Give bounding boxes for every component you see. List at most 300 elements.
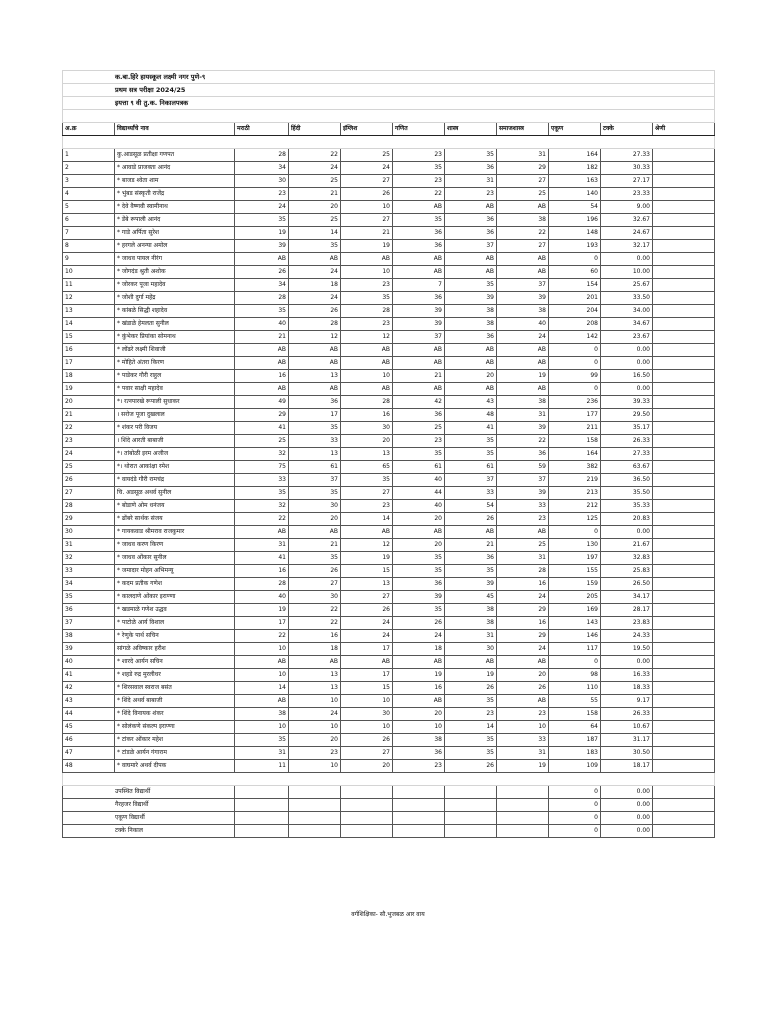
cell-hindi: AB	[289, 253, 341, 266]
cell-grade	[653, 708, 715, 721]
cell-english: 28	[341, 305, 393, 318]
cell-english: 24	[341, 162, 393, 175]
cell-total: 204	[549, 305, 601, 318]
cell-percent: 0.00	[601, 253, 653, 266]
cell-serial: 8	[63, 240, 115, 253]
cell-total: 60	[549, 266, 601, 279]
cell-english: 16	[341, 409, 393, 422]
cell-hindi: AB	[289, 526, 341, 539]
table-row	[63, 565, 715, 578]
cell-english: 65	[341, 461, 393, 474]
cell-science: 35	[445, 279, 497, 292]
summary-total: 0	[549, 825, 601, 838]
cell-total: 197	[549, 552, 601, 565]
cell-student-name: * जाधव पायल नीरंग	[115, 253, 235, 266]
cell-maths: 36	[393, 747, 445, 760]
cell-serial: 4	[63, 188, 115, 201]
cell-marathi: 14	[235, 682, 289, 695]
cell-hindi: 17	[289, 409, 341, 422]
cell-hindi: 30	[289, 500, 341, 513]
cell-maths: 61	[393, 461, 445, 474]
cell-maths: 20	[393, 708, 445, 721]
cell-science: 33	[445, 487, 497, 500]
cell-total: 110	[549, 682, 601, 695]
cell-maths: 36	[393, 227, 445, 240]
cell-hindi: 18	[289, 643, 341, 656]
cell-english: 30	[341, 422, 393, 435]
cell-serial: 44	[63, 708, 115, 721]
cell-hindi: 30	[289, 591, 341, 604]
table-row	[63, 292, 715, 305]
cell-social-science: 39	[497, 422, 549, 435]
cell-science: 41	[445, 422, 497, 435]
table-row	[63, 461, 715, 474]
cell-marathi: 32	[235, 500, 289, 513]
cell-serial: 1	[63, 149, 115, 162]
cell-hindi: 35	[289, 552, 341, 565]
cell-total: 99	[549, 370, 601, 383]
cell-student-name: * शिंदे अथर्व बाबाजी	[115, 695, 235, 708]
cell-total: 193	[549, 240, 601, 253]
cell-social-science: AB	[497, 253, 549, 266]
cell-hindi: 10	[289, 760, 341, 773]
cell-science: AB	[445, 526, 497, 539]
table-row	[63, 487, 715, 500]
cell-hindi: 61	[289, 461, 341, 474]
cell-social-science: 37	[497, 279, 549, 292]
cell-english: 19	[341, 552, 393, 565]
cell-marathi: 38	[235, 708, 289, 721]
cell-maths: 35	[393, 214, 445, 227]
cell-english: 24	[341, 617, 393, 630]
cell-marathi: AB	[235, 383, 289, 396]
summary-percent: 0.00	[601, 812, 653, 825]
cell-hindi: 21	[289, 539, 341, 552]
cell-english: AB	[341, 357, 393, 370]
cell-marathi: 31	[235, 539, 289, 552]
cell-marathi: 16	[235, 370, 289, 383]
cell-english: 24	[341, 630, 393, 643]
cell-percent: 26.50	[601, 578, 653, 591]
summary-row	[63, 825, 715, 838]
cell-marathi: 17	[235, 617, 289, 630]
cell-serial: 34	[63, 578, 115, 591]
cell-english: 10	[341, 721, 393, 734]
table-row	[63, 149, 715, 162]
cell-student-name: * डेंबे रूपाली आनंद	[115, 214, 235, 227]
cell-science: 23	[445, 188, 497, 201]
table-row	[63, 331, 715, 344]
cell-marathi: 16	[235, 565, 289, 578]
class-title: इयत्ता ९ वी तु.क. निकालपत्रक	[63, 97, 715, 110]
cell-social-science: AB	[497, 357, 549, 370]
cell-maths: 20	[393, 513, 445, 526]
table-row	[63, 409, 715, 422]
school-name: क.बा.हिरे हायस्कूल लक्ष्मी नगर पुणे-९	[63, 71, 715, 84]
cell-percent: 20.83	[601, 513, 653, 526]
summary-total: 0	[549, 812, 601, 825]
cell-english: 30	[341, 708, 393, 721]
column-header-row	[63, 123, 715, 136]
cell-serial: 3	[63, 175, 115, 188]
table-row	[63, 305, 715, 318]
cell-student-name: * पाटोळे आर्य विशाल	[115, 617, 235, 630]
summary-total: 0	[549, 799, 601, 812]
cell-student-name: * शंकर परी विजय	[115, 422, 235, 435]
cell-grade	[653, 305, 715, 318]
cell-grade	[653, 344, 715, 357]
cell-english: 15	[341, 682, 393, 695]
footer-class-teacher: वर्गशिक्षिका- सौ.भुजबळ आर वाय	[351, 911, 425, 918]
col-header-grade: श्रेणी	[653, 123, 715, 136]
cell-grade	[653, 539, 715, 552]
cell-serial: 42	[63, 682, 115, 695]
cell-science: 48	[445, 409, 497, 422]
cell-student-name: * हरगले अनन्या अमोल	[115, 240, 235, 253]
cell-serial: 5	[63, 201, 115, 214]
cell-percent: 35.17	[601, 422, 653, 435]
cell-science: 35	[445, 435, 497, 448]
cell-percent: 34.00	[601, 305, 653, 318]
header-line-1	[63, 71, 715, 84]
cell-english: 28	[341, 396, 393, 409]
cell-percent: 19.50	[601, 643, 653, 656]
cell-social-science: 27	[497, 240, 549, 253]
cell-student-name: * जोरकर पूजा महादेव	[115, 279, 235, 292]
cell-english: 35	[341, 292, 393, 305]
cell-english: 13	[341, 448, 393, 461]
cell-hindi: 35	[289, 422, 341, 435]
cell-grade	[653, 253, 715, 266]
cell-science: AB	[445, 201, 497, 214]
table-row	[63, 604, 715, 617]
cell-hindi: 28	[289, 318, 341, 331]
cell-percent: 27.17	[601, 175, 653, 188]
cell-total: 146	[549, 630, 601, 643]
cell-social-science: 40	[497, 318, 549, 331]
cell-percent: 0.00	[601, 383, 653, 396]
cell-science: 39	[445, 292, 497, 305]
summary-row	[63, 786, 715, 799]
cell-grade	[653, 279, 715, 292]
cell-social-science: 39	[497, 487, 549, 500]
cell-social-science: 29	[497, 162, 549, 175]
cell-serial: 9	[63, 253, 115, 266]
summary-row	[63, 812, 715, 825]
cell-student-name: * पाडेकर गौरी राहुल	[115, 370, 235, 383]
cell-marathi: 22	[235, 630, 289, 643]
cell-total: 142	[549, 331, 601, 344]
cell-serial: 19	[63, 383, 115, 396]
cell-percent: 0.00	[601, 357, 653, 370]
table-row	[63, 227, 715, 240]
cell-grade	[653, 760, 715, 773]
table-row	[63, 474, 715, 487]
cell-english: 35	[341, 474, 393, 487]
cell-student-name: * लोंढरे लक्ष्मी शिवाजी	[115, 344, 235, 357]
cell-serial: 35	[63, 591, 115, 604]
cell-total: 109	[549, 760, 601, 773]
cell-marathi: 34	[235, 279, 289, 292]
col-header-marathi: मराठी	[235, 123, 289, 136]
cell-social-science: 10	[497, 721, 549, 734]
table-row	[63, 682, 715, 695]
table-row	[63, 617, 715, 630]
cell-total: 55	[549, 695, 601, 708]
cell-science: 38	[445, 617, 497, 630]
cell-serial: 28	[63, 500, 115, 513]
table-row	[63, 253, 715, 266]
table-row	[63, 669, 715, 682]
cell-student-name: * कुंभेकर प्रियांका सोमनाथ	[115, 331, 235, 344]
cell-grade	[653, 357, 715, 370]
cell-total: 148	[549, 227, 601, 240]
cell-maths: AB	[393, 656, 445, 669]
cell-hindi: 20	[289, 201, 341, 214]
cell-serial: 31	[63, 539, 115, 552]
cell-grade	[653, 409, 715, 422]
header-line-2	[63, 84, 715, 97]
cell-percent: 32.83	[601, 552, 653, 565]
cell-english: 27	[341, 747, 393, 760]
cell-english: AB	[341, 526, 393, 539]
table-row	[63, 591, 715, 604]
cell-percent: 18.33	[601, 682, 653, 695]
cell-maths: 35	[393, 162, 445, 175]
cell-grade	[653, 448, 715, 461]
cell-social-science: 28	[497, 565, 549, 578]
cell-total: 219	[549, 474, 601, 487]
cell-serial: 13	[63, 305, 115, 318]
cell-marathi: 35	[235, 305, 289, 318]
cell-english: 10	[341, 370, 393, 383]
cell-social-science: 31	[497, 552, 549, 565]
cell-percent: 34.67	[601, 318, 653, 331]
cell-student-name: * देवे वैष्णवी स्वामीनाथ	[115, 201, 235, 214]
table-row	[63, 708, 715, 721]
table-row	[63, 448, 715, 461]
cell-maths: 44	[393, 487, 445, 500]
cell-english: 27	[341, 175, 393, 188]
cell-serial: 11	[63, 279, 115, 292]
cell-english: 20	[341, 760, 393, 773]
cell-grade	[653, 162, 715, 175]
cell-hindi: 12	[289, 331, 341, 344]
cell-social-science: 29	[497, 604, 549, 617]
cell-total: 154	[549, 279, 601, 292]
cell-social-science: 25	[497, 188, 549, 201]
cell-hindi: 13	[289, 370, 341, 383]
cell-student-name: * रेणुके पार्थ सचिन	[115, 630, 235, 643]
cell-hindi: 13	[289, 669, 341, 682]
cell-percent: 0.00	[601, 344, 653, 357]
cell-social-science: 22	[497, 435, 549, 448]
cell-grade	[653, 695, 715, 708]
cell-maths: 25	[393, 422, 445, 435]
cell-hindi: 27	[289, 578, 341, 591]
cell-science: 38	[445, 604, 497, 617]
cell-hindi: 22	[289, 604, 341, 617]
cell-percent: 23.33	[601, 188, 653, 201]
cell-english: AB	[341, 253, 393, 266]
cell-grade	[653, 500, 715, 513]
cell-grade	[653, 643, 715, 656]
cell-total: 196	[549, 214, 601, 227]
cell-grade	[653, 214, 715, 227]
cell-hindi: 36	[289, 396, 341, 409]
cell-maths: 42	[393, 396, 445, 409]
summary-label: गैरहजर विद्यार्थी	[63, 799, 235, 812]
cell-english: 17	[341, 643, 393, 656]
cell-total: 98	[549, 669, 601, 682]
cell-grade	[653, 526, 715, 539]
cell-english: 26	[341, 188, 393, 201]
cell-science: 21	[445, 539, 497, 552]
cell-marathi: 19	[235, 227, 289, 240]
cell-science: 20	[445, 370, 497, 383]
cell-marathi: AB	[235, 526, 289, 539]
cell-grade	[653, 266, 715, 279]
cell-marathi: 24	[235, 201, 289, 214]
cell-total: 0	[549, 656, 601, 669]
cell-student-name: * वाघमारे अथर्व दीपक	[115, 760, 235, 773]
table-row	[63, 162, 715, 175]
cell-maths: 39	[393, 305, 445, 318]
cell-student-name: * जाधव ओंकार सुनील	[115, 552, 235, 565]
cell-total: 158	[549, 708, 601, 721]
cell-science: 37	[445, 240, 497, 253]
cell-serial: 24	[63, 448, 115, 461]
cell-percent: 28.17	[601, 604, 653, 617]
cell-percent: 32.67	[601, 214, 653, 227]
cell-science: 36	[445, 331, 497, 344]
cell-english: 15	[341, 565, 393, 578]
cell-grade	[653, 682, 715, 695]
cell-maths: 23	[393, 435, 445, 448]
cell-serial: 38	[63, 630, 115, 643]
cell-student-name: । सरोज पूजा दुखलाल	[115, 409, 235, 422]
cell-english: 27	[341, 214, 393, 227]
cell-marathi: 31	[235, 747, 289, 760]
cell-social-science: 23	[497, 513, 549, 526]
cell-serial: 26	[63, 474, 115, 487]
cell-grade	[653, 435, 715, 448]
cell-student-name: * गाडे अर्पिता सुरेश	[115, 227, 235, 240]
table-row	[63, 539, 715, 552]
cell-total: 64	[549, 721, 601, 734]
cell-science: AB	[445, 656, 497, 669]
cell-social-science: 31	[497, 409, 549, 422]
cell-social-science: AB	[497, 383, 549, 396]
cell-total: 205	[549, 591, 601, 604]
cell-total: 130	[549, 539, 601, 552]
cell-maths: 18	[393, 643, 445, 656]
cell-student-name: * कदम प्रतीक गणेश	[115, 578, 235, 591]
cell-grade	[653, 240, 715, 253]
cell-social-science: 38	[497, 396, 549, 409]
cell-student-name: * ढोंबरे सार्थक संजय	[115, 513, 235, 526]
cell-marathi: 75	[235, 461, 289, 474]
cell-percent: 26.33	[601, 435, 653, 448]
cell-science: 35	[445, 747, 497, 760]
cell-marathi: 11	[235, 760, 289, 773]
cell-social-science: AB	[497, 266, 549, 279]
cell-social-science: 24	[497, 331, 549, 344]
cell-marathi: 10	[235, 643, 289, 656]
cell-english: 21	[341, 227, 393, 240]
cell-serial: 15	[63, 331, 115, 344]
cell-percent: 25.83	[601, 565, 653, 578]
cell-grade	[653, 513, 715, 526]
cell-maths: AB	[393, 344, 445, 357]
cell-maths: AB	[393, 695, 445, 708]
col-header-science: शास्त्र	[445, 123, 497, 136]
cell-hindi: 35	[289, 487, 341, 500]
cell-serial: 46	[63, 734, 115, 747]
cell-social-science: AB	[497, 526, 549, 539]
cell-social-science: 38	[497, 214, 549, 227]
cell-science: 38	[445, 305, 497, 318]
cell-total: 182	[549, 162, 601, 175]
cell-maths: 36	[393, 578, 445, 591]
cell-maths: 35	[393, 552, 445, 565]
cell-percent: 25.67	[601, 279, 653, 292]
cell-student-name: * टांडळे आर्यन गंगाराम	[115, 747, 235, 760]
cell-total: 212	[549, 500, 601, 513]
cell-hindi: 25	[289, 214, 341, 227]
cell-student-name: *। तांबोळी इरम अजीज	[115, 448, 235, 461]
cell-serial: 21	[63, 409, 115, 422]
cell-percent: 35.33	[601, 500, 653, 513]
cell-english: AB	[341, 383, 393, 396]
cell-student-name: *। रत्नपारखे रूपाली सुधाकर	[115, 396, 235, 409]
cell-percent: 9.00	[601, 201, 653, 214]
cell-maths: AB	[393, 357, 445, 370]
cell-hindi: 24	[289, 708, 341, 721]
cell-marathi: AB	[235, 344, 289, 357]
cell-grade	[653, 474, 715, 487]
cell-percent: 30.50	[601, 747, 653, 760]
cell-marathi: 49	[235, 396, 289, 409]
cell-maths: 36	[393, 240, 445, 253]
cell-grade	[653, 175, 715, 188]
cell-science: 43	[445, 396, 497, 409]
table-row	[63, 383, 715, 396]
table-row	[63, 695, 715, 708]
cell-serial: 33	[63, 565, 115, 578]
table-row	[63, 175, 715, 188]
summary-label: उपस्थित विद्यार्थी	[63, 786, 235, 799]
cell-social-science: 23	[497, 708, 549, 721]
cell-student-name: * कालदाणे ओंकार इराण्णा	[115, 591, 235, 604]
cell-grade	[653, 604, 715, 617]
cell-total: 208	[549, 318, 601, 331]
cell-percent: 34.17	[601, 591, 653, 604]
cell-percent: 30.33	[601, 162, 653, 175]
cell-grade	[653, 630, 715, 643]
cell-maths: 26	[393, 617, 445, 630]
table-row	[63, 578, 715, 591]
cell-marathi: 40	[235, 591, 289, 604]
cell-total: 163	[549, 175, 601, 188]
cell-student-name: * खडमाळे गणेश उद्धव	[115, 604, 235, 617]
col-header-total: एकूण	[549, 123, 601, 136]
cell-science: 26	[445, 682, 497, 695]
cell-hindi: AB	[289, 656, 341, 669]
cell-social-science: 20	[497, 669, 549, 682]
cell-grade	[653, 292, 715, 305]
cell-total: 159	[549, 578, 601, 591]
